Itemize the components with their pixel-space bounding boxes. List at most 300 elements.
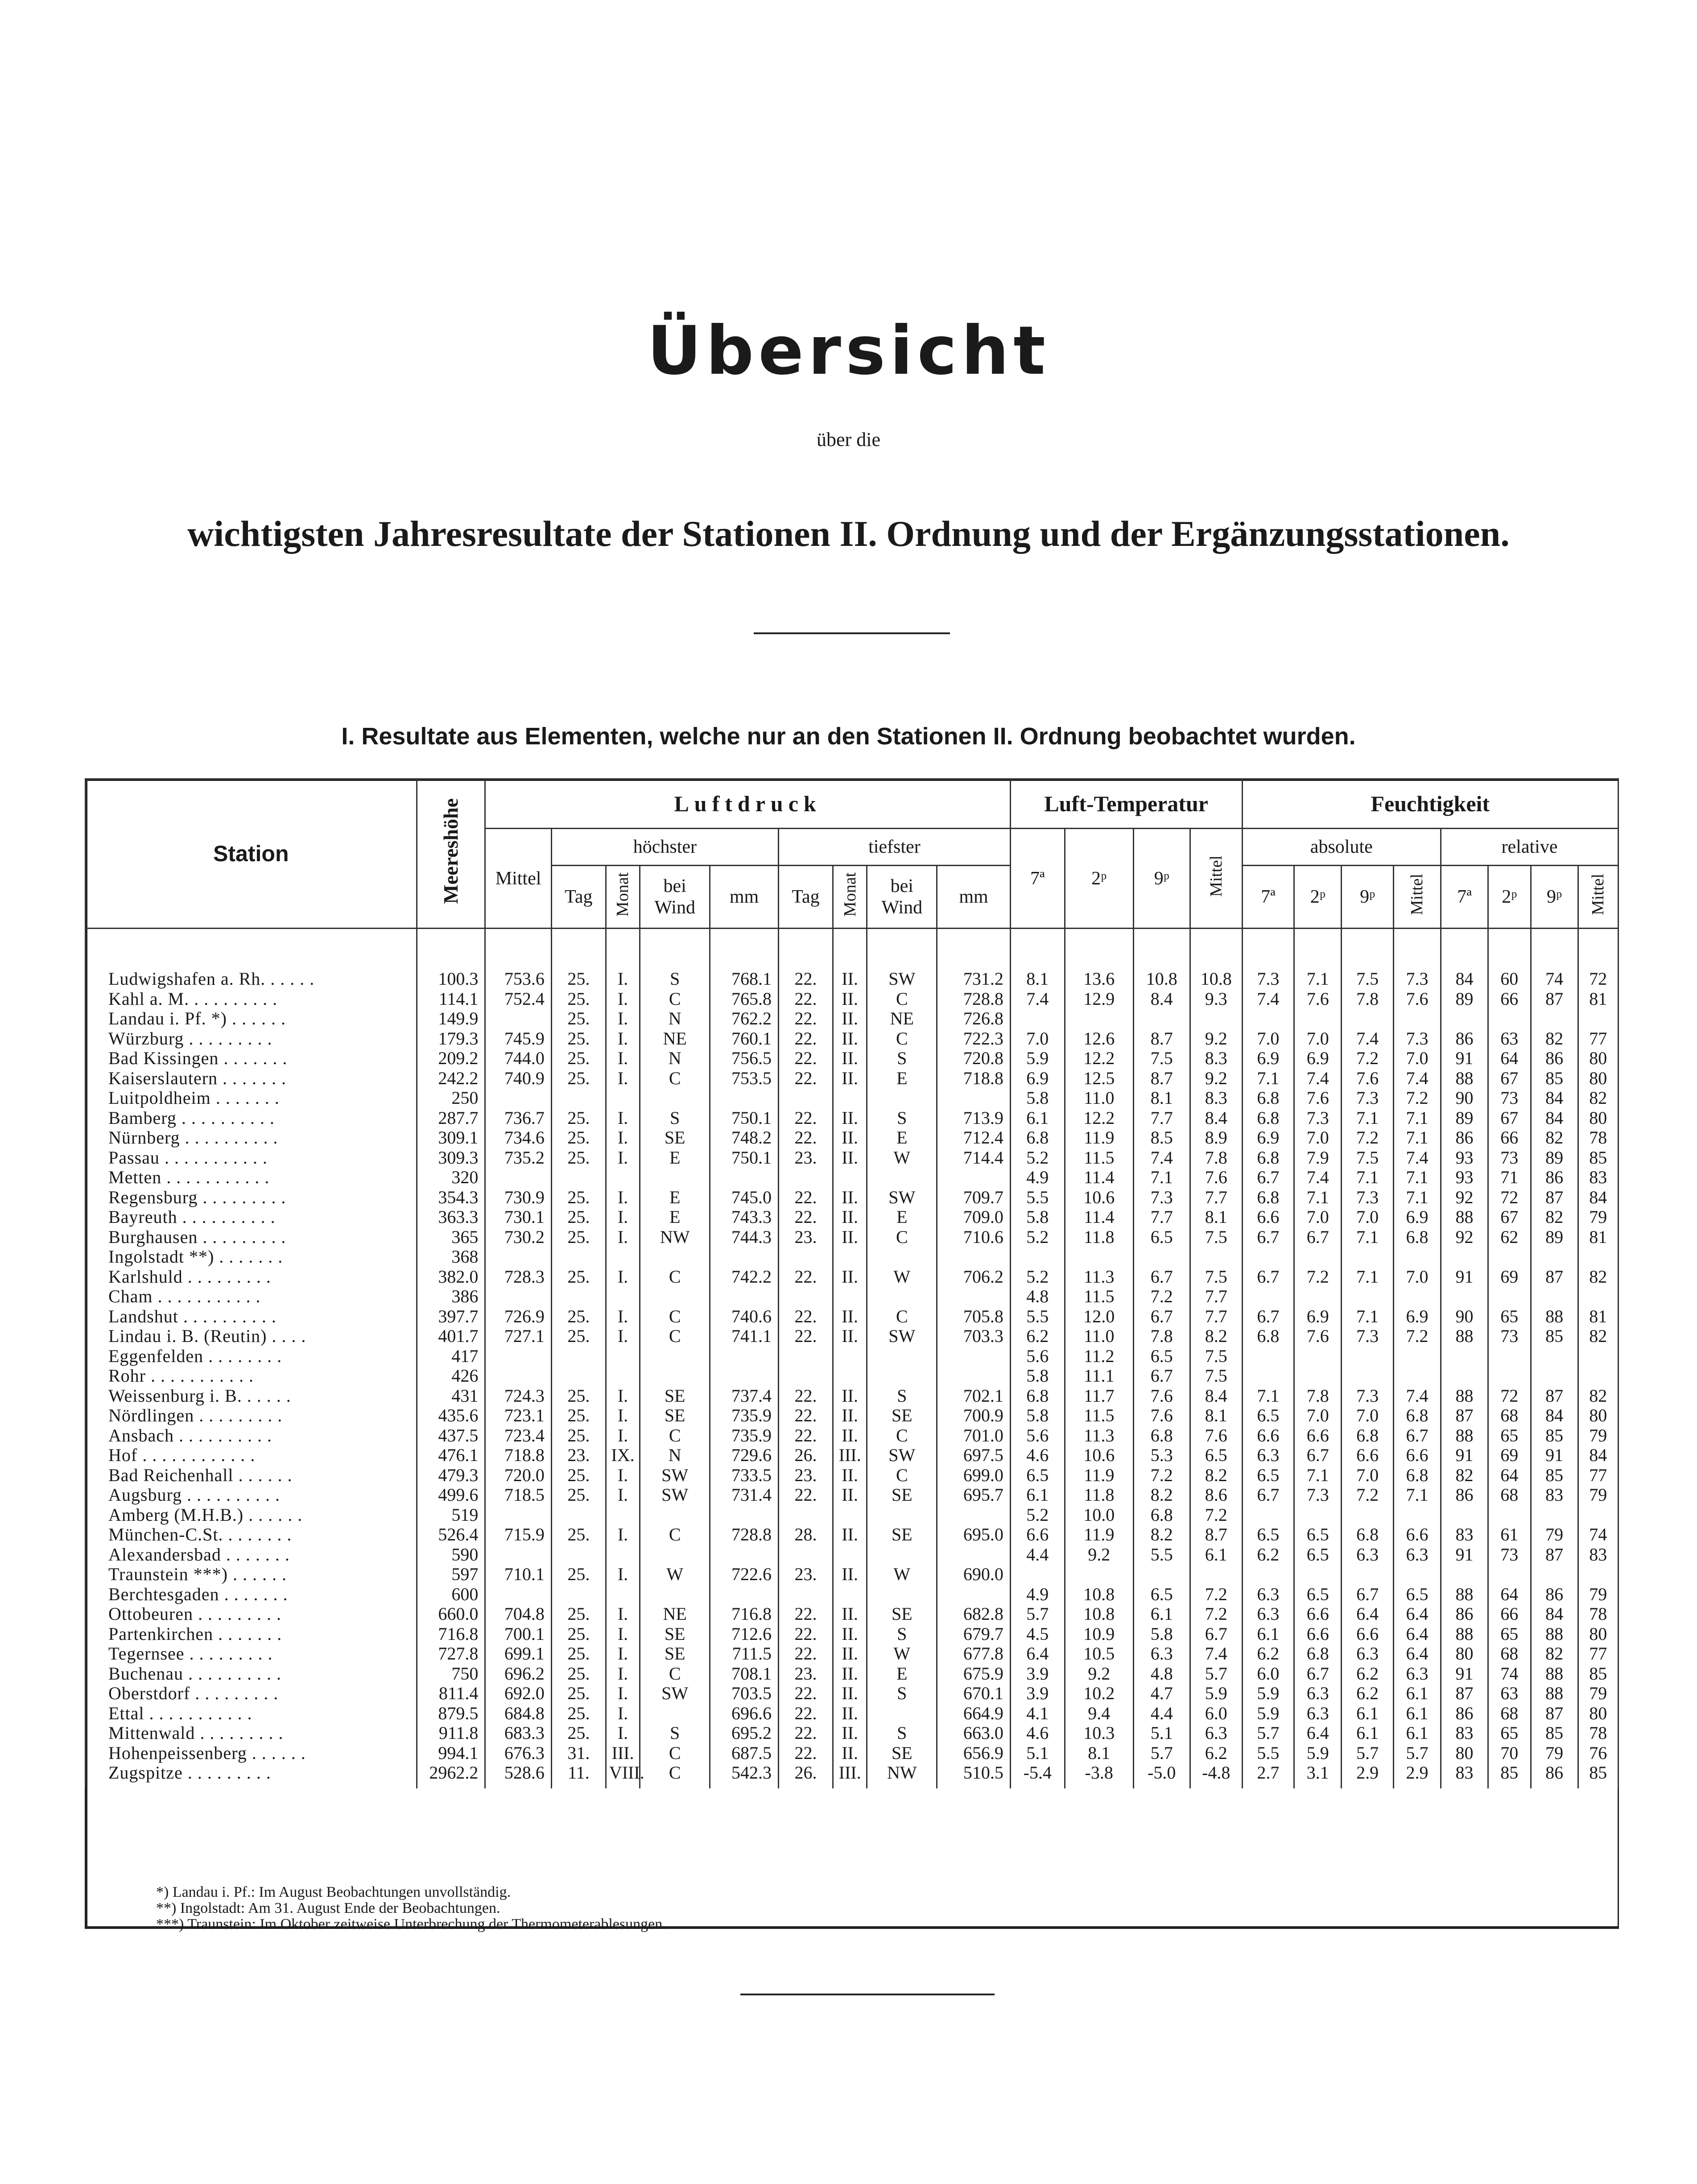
table-cell: 750.1 [710, 1108, 779, 1128]
table-cell: 11.3 [1065, 1267, 1133, 1287]
table-cell: 748.2 [710, 1128, 779, 1148]
table-cell [1393, 1565, 1441, 1585]
table-cell: 25. [551, 1207, 606, 1227]
table-cell: 79 [1531, 1743, 1578, 1763]
table-cell: 682.8 [937, 1604, 1011, 1624]
table-cell: 6.4 [1010, 1644, 1065, 1664]
table-cell: 10.5 [1065, 1644, 1133, 1664]
table-cell: 11.0 [1065, 1088, 1133, 1108]
table-cell: 7.1 [1342, 1307, 1394, 1327]
table-cell: I. [606, 1009, 640, 1029]
table-cell: 708.1 [710, 1664, 779, 1684]
table-cell: 13.6 [1065, 969, 1133, 989]
table-cell: 78 [1578, 1128, 1618, 1148]
table-cell: 730.2 [485, 1227, 552, 1247]
table-cell: I. [606, 1307, 640, 1327]
table-cell: 706.2 [937, 1267, 1011, 1287]
table-cell: 765.8 [710, 989, 779, 1009]
table-cell: 287.7 [417, 1108, 485, 1128]
table-cell: 6.5 [1242, 1406, 1294, 1426]
table-cell: N [640, 1049, 710, 1069]
table-cell: 744.3 [710, 1227, 779, 1247]
table-cell: 712.6 [710, 1624, 779, 1644]
table-cell: 89 [1441, 989, 1488, 1009]
divider-rule-bottom [740, 1994, 995, 1995]
table-cell: 728.8 [937, 989, 1011, 1009]
table-cell: 86 [1531, 1585, 1578, 1605]
header-max-tag: Tag [551, 866, 606, 929]
table-cell: 88 [1441, 1386, 1488, 1406]
table-cell: II. [833, 1664, 867, 1684]
table-cell: 26. [778, 1445, 833, 1466]
table-cell: 5.5 [1242, 1743, 1294, 1763]
table-cell: 22. [778, 1723, 833, 1743]
table-cell: 22. [778, 1029, 833, 1049]
table-cell [778, 1287, 833, 1307]
table-cell [1190, 1565, 1242, 1585]
table-cell: C [867, 1466, 937, 1486]
table-cell [710, 1287, 779, 1307]
table-cell: W [867, 1267, 937, 1287]
table-cell: 5.7 [1190, 1664, 1242, 1684]
station-name-cell: Rohr . . . . . . . . . . . [86, 1366, 417, 1386]
table-cell: 7.7 [1190, 1307, 1242, 1327]
table-cell: 91 [1441, 1545, 1488, 1565]
table-cell: 6.3 [1294, 1704, 1342, 1724]
table-cell: 7.0 [1294, 1207, 1342, 1227]
table-cell: 7.2 [1190, 1505, 1242, 1525]
table-cell: 2.9 [1393, 1763, 1441, 1788]
table-cell: 5.8 [1010, 1207, 1065, 1227]
table-cell: 431 [417, 1386, 485, 1406]
header-meereshoehe: Meereshöhe [417, 779, 485, 929]
station-name-cell: Bamberg . . . . . . . . . . [86, 1108, 417, 1128]
table-cell: 68 [1488, 1704, 1531, 1724]
table-cell [710, 1366, 779, 1386]
table-row [86, 1466, 1619, 1486]
table-cell: 528.6 [485, 1763, 552, 1788]
table-cell: 519 [417, 1505, 485, 1525]
table-cell: 74 [1531, 969, 1578, 989]
station-name-cell: Zugspitze . . . . . . . . . [86, 1763, 417, 1788]
table-cell [1488, 1346, 1531, 1367]
table-cell [640, 1168, 710, 1188]
table-cell: II. [833, 1743, 867, 1763]
table-row [86, 1386, 1619, 1406]
table-row [86, 1267, 1619, 1287]
table-cell [640, 1545, 710, 1565]
table-cell [937, 1088, 1011, 1108]
table-cell: I. [606, 1723, 640, 1743]
table-cell: 22. [778, 969, 833, 989]
station-name-cell: Berchtesgaden . . . . . . . [86, 1585, 417, 1605]
table-cell: 10.8 [1065, 1585, 1133, 1605]
table-cell: 88 [1441, 1069, 1488, 1089]
table-cell [867, 1168, 937, 1188]
station-name-cell: Mittenwald . . . . . . . . . [86, 1723, 417, 1743]
table-cell [551, 1088, 606, 1108]
table-cell [1441, 1287, 1488, 1307]
table-cell: 85 [1578, 1148, 1618, 1168]
station-name-cell: Ludwigshafen a. Rh. . . . . . [86, 969, 417, 989]
section-heading: I. Resultate aus Elementen, welche nur an den Stationen II. Ordnung beobachtet wurden. [341, 723, 1356, 750]
header-absolute: absolute [1242, 829, 1441, 866]
table-cell: 11.4 [1065, 1168, 1133, 1188]
table-cell: 7.8 [1133, 1326, 1190, 1346]
table-cell [1294, 1009, 1342, 1029]
table-cell: 8.2 [1190, 1466, 1242, 1486]
table-cell: 702.1 [937, 1386, 1011, 1406]
table-cell: 731.2 [937, 969, 1011, 989]
table-cell: 25. [551, 1307, 606, 1327]
table-cell: 6.0 [1242, 1664, 1294, 1684]
table-cell [1065, 1565, 1133, 1585]
table-cell: 88 [1531, 1664, 1578, 1684]
table-cell [1393, 1366, 1441, 1386]
table-cell: 6.8 [1294, 1644, 1342, 1664]
table-cell: 6.7 [1242, 1168, 1294, 1188]
table-cell: 7.1 [1294, 1466, 1342, 1486]
table-cell: 82 [1578, 1326, 1618, 1346]
table-row [86, 1207, 1619, 1227]
table-cell: 435.6 [417, 1406, 485, 1426]
table-cell: 25. [551, 1684, 606, 1704]
table-cell: II. [833, 1307, 867, 1327]
table-cell: 88 [1531, 1624, 1578, 1644]
table-cell: 7.6 [1294, 1326, 1342, 1346]
table-cell: 11.3 [1065, 1426, 1133, 1446]
table-cell: 499.6 [417, 1485, 485, 1505]
header-luft-temperatur: Luft-Temperatur [1010, 779, 1242, 829]
table-cell: C [867, 1307, 937, 1327]
table-cell: 731.4 [710, 1485, 779, 1505]
table-cell: C [640, 1426, 710, 1446]
table-cell: 710.6 [937, 1227, 1011, 1247]
table-cell: 699.0 [937, 1466, 1011, 1486]
table-cell: SE [640, 1386, 710, 1406]
table-cell: 25. [551, 969, 606, 989]
table-cell: 6.7 [1342, 1585, 1394, 1605]
table-cell: 6.1 [1242, 1624, 1294, 1644]
table-cell: 149.9 [417, 1009, 485, 1029]
table-cell: 209.2 [417, 1049, 485, 1069]
table-cell: 25. [551, 1188, 606, 1208]
table-cell: 11.5 [1065, 1406, 1133, 1426]
station-name-cell: Passau . . . . . . . . . . . [86, 1148, 417, 1168]
table-cell: 695.7 [937, 1485, 1011, 1505]
table-cell: 11.2 [1065, 1346, 1133, 1367]
station-name-cell: Nürnberg . . . . . . . . . . [86, 1128, 417, 1148]
table-cell: 6.0 [1190, 1704, 1242, 1724]
table-cell: 6.8 [1393, 1227, 1441, 1247]
table-cell: 9.2 [1190, 1029, 1242, 1049]
table-cell: 720.0 [485, 1466, 552, 1486]
table-cell: II. [833, 1604, 867, 1624]
table-cell: 696.2 [485, 1664, 552, 1684]
table-cell: 90 [1441, 1088, 1488, 1108]
table-cell: 8.1 [1010, 969, 1065, 989]
footnote-ingolstadt: **) Ingolstadt: Am 31. August Ende der Beobachtungen. [156, 1900, 500, 1916]
table-cell [640, 1247, 710, 1267]
table-cell: E [640, 1188, 710, 1208]
table-cell: 7.4 [1010, 989, 1065, 1009]
table-cell [485, 1088, 552, 1108]
table-cell: 715.9 [485, 1525, 552, 1545]
table-cell [710, 1346, 779, 1367]
table-cell: 7.6 [1342, 1069, 1394, 1089]
table-cell [867, 1247, 937, 1267]
table-cell: 6.5 [1294, 1545, 1342, 1565]
table-cell: 4.7 [1133, 1684, 1190, 1704]
table-cell: 5.2 [1010, 1148, 1065, 1168]
table-cell: 89 [1531, 1148, 1578, 1168]
table-cell: 6.8 [1242, 1188, 1294, 1208]
table-cell: E [867, 1128, 937, 1148]
table-cell: III. [606, 1743, 640, 1763]
table-cell: II. [833, 1108, 867, 1128]
table-row [86, 1445, 1619, 1466]
table-cell [1531, 1247, 1578, 1267]
table-cell: 28. [778, 1525, 833, 1545]
table-cell: SE [640, 1644, 710, 1664]
table-cell: I. [606, 1326, 640, 1346]
table-cell: 6.3 [1342, 1644, 1394, 1664]
table-cell [606, 1366, 640, 1386]
table-cell: 25. [551, 1485, 606, 1505]
table-cell: 911.8 [417, 1723, 485, 1743]
table-cell: 9.2 [1065, 1545, 1133, 1565]
table-cell: 74 [1578, 1525, 1618, 1545]
table-row [86, 1307, 1619, 1327]
table-cell: 6.8 [1242, 1088, 1294, 1108]
table-cell: II. [833, 1326, 867, 1346]
table-cell: I. [606, 1128, 640, 1148]
table-cell: 710.1 [485, 1565, 552, 1585]
table-cell: 11.8 [1065, 1227, 1133, 1247]
table-cell [640, 1346, 710, 1367]
table-cell [1578, 1346, 1618, 1367]
table-cell: 5.7 [1393, 1743, 1441, 1763]
table-cell [937, 1346, 1011, 1367]
table-cell [778, 1366, 833, 1386]
station-name-cell: Amberg (M.H.B.) . . . . . . [86, 1505, 417, 1525]
table-cell: 712.4 [937, 1128, 1011, 1148]
table-cell: 6.3 [1393, 1664, 1441, 1684]
table-cell: 703.3 [937, 1326, 1011, 1346]
table-cell [485, 1168, 552, 1188]
table-cell: 7.1 [1342, 1267, 1394, 1287]
table-cell: N [640, 1445, 710, 1466]
table-cell: 100.3 [417, 969, 485, 989]
header-abs-9p: 9ᵖ [1342, 866, 1394, 929]
table-cell: 2.7 [1242, 1763, 1294, 1788]
table-row [86, 1227, 1619, 1247]
table-cell: 692.0 [485, 1684, 552, 1704]
table-cell: 77 [1578, 1029, 1618, 1049]
table-cell: II. [833, 1624, 867, 1644]
table-cell: 729.6 [710, 1445, 779, 1466]
table-cell: SW [867, 1188, 937, 1208]
table-cell: 83 [1441, 1763, 1488, 1788]
table-cell: 5.5 [1010, 1188, 1065, 1208]
table-cell [1294, 1287, 1342, 1307]
table-cell: 7.2 [1190, 1585, 1242, 1605]
table-cell: 91 [1441, 1445, 1488, 1466]
table-cell: C [640, 1307, 710, 1327]
table-cell: 67 [1488, 1069, 1531, 1089]
table-cell: 994.1 [417, 1743, 485, 1763]
header-temp-9p: 9ᵖ [1133, 829, 1190, 929]
table-cell: 7.3 [1393, 969, 1441, 989]
table-cell: III. [833, 1445, 867, 1466]
table-cell: 8.2 [1133, 1525, 1190, 1545]
table-cell: 6.7 [1242, 1485, 1294, 1505]
table-cell: 7.1 [1342, 1227, 1394, 1247]
table-cell: 6.8 [1133, 1505, 1190, 1525]
table-cell [710, 1247, 779, 1267]
table-cell [833, 1287, 867, 1307]
table-cell: 7.5 [1190, 1346, 1242, 1367]
table-cell: 4.4 [1010, 1545, 1065, 1565]
table-cell [485, 1545, 552, 1565]
table-cell [640, 1287, 710, 1307]
table-cell: 8.1 [1190, 1406, 1242, 1426]
table-cell: 79 [1578, 1207, 1618, 1227]
table-cell [485, 1009, 552, 1029]
station-name-cell: Luitpoldheim . . . . . . . [86, 1088, 417, 1108]
table-cell: 6.1 [1342, 1704, 1394, 1724]
table-cell [1065, 1247, 1133, 1267]
table-cell: 684.8 [485, 1704, 552, 1724]
table-cell [937, 1545, 1011, 1565]
table-cell: 87 [1441, 1684, 1488, 1704]
table-cell: E [867, 1664, 937, 1684]
table-cell: I. [606, 1069, 640, 1089]
table-cell: W [867, 1644, 937, 1664]
station-name-cell: Bayreuth . . . . . . . . . . [86, 1207, 417, 1227]
table-row [86, 1565, 1619, 1585]
table-cell: II. [833, 1188, 867, 1208]
table-cell: 7.2 [1190, 1604, 1242, 1624]
table-cell: 811.4 [417, 1684, 485, 1704]
table-cell: 6.4 [1393, 1604, 1441, 1624]
table-cell: 7.7 [1190, 1188, 1242, 1208]
table-cell: 80 [1578, 1624, 1618, 1644]
table-cell: 397.7 [417, 1307, 485, 1327]
table-cell: 696.6 [710, 1704, 779, 1724]
header-abs-mittel: Mittel [1393, 866, 1441, 929]
table-cell: 6.8 [1010, 1386, 1065, 1406]
table-row [86, 1545, 1619, 1565]
table-cell: II. [833, 1386, 867, 1406]
table-cell: 768.1 [710, 969, 779, 989]
table-row [86, 1049, 1619, 1069]
table-cell: 711.5 [710, 1644, 779, 1664]
station-name-cell: Hohenpeissenberg . . . . . . [86, 1743, 417, 1763]
table-cell: II. [833, 1406, 867, 1426]
table-cell: 6.1 [1342, 1723, 1394, 1743]
table-cell: 7.6 [1190, 1426, 1242, 1446]
table-cell [1065, 1009, 1133, 1029]
table-cell: 320 [417, 1168, 485, 1188]
table-cell [606, 1346, 640, 1367]
table-cell: 6.3 [1342, 1545, 1394, 1565]
table-cell: 386 [417, 1287, 485, 1307]
table-cell: 23. [778, 1565, 833, 1585]
table-cell: 22. [778, 989, 833, 1009]
table-cell [1294, 1346, 1342, 1367]
table-cell: 479.3 [417, 1466, 485, 1486]
table-cell: 82 [1578, 1088, 1618, 1108]
table-cell: 365 [417, 1227, 485, 1247]
table-cell: 22. [778, 1743, 833, 1763]
table-cell: 6.5 [1133, 1346, 1190, 1367]
table-cell: 4.6 [1010, 1723, 1065, 1743]
table-cell: 65 [1488, 1723, 1531, 1743]
table-cell: 8.5 [1133, 1128, 1190, 1148]
table-cell: 5.7 [1342, 1743, 1394, 1763]
table-cell [778, 1088, 833, 1108]
table-cell: 7.1 [1242, 1069, 1294, 1089]
table-cell [937, 1585, 1011, 1605]
table-cell: 309.3 [417, 1148, 485, 1168]
table-cell: 368 [417, 1247, 485, 1267]
table-cell: 67 [1488, 1207, 1531, 1227]
table-cell: I. [606, 1604, 640, 1624]
table-cell: 81 [1578, 989, 1618, 1009]
header-rel-7a: 7ª [1441, 866, 1488, 929]
table-cell: 72 [1488, 1188, 1531, 1208]
table-cell: 9.2 [1065, 1664, 1133, 1684]
station-name-cell: Bad Reichenhall . . . . . . [86, 1466, 417, 1486]
table-cell: 6.1 [1190, 1545, 1242, 1565]
table-cell [937, 1287, 1011, 1307]
station-name-cell: Kahl a. M. . . . . . . . . . [86, 989, 417, 1009]
table-cell: 7.5 [1342, 1148, 1394, 1168]
table-cell [1342, 1346, 1394, 1367]
table-cell: 4.1 [1010, 1704, 1065, 1724]
table-cell [937, 1168, 1011, 1188]
table-cell: 7.3 [1342, 1088, 1394, 1108]
table-cell [640, 1088, 710, 1108]
station-name-cell: Landshut . . . . . . . . . . [86, 1307, 417, 1327]
table-cell [1578, 1505, 1618, 1525]
table-cell: 12.2 [1065, 1108, 1133, 1128]
table-cell: 5.2 [1010, 1505, 1065, 1525]
table-cell: 687.5 [710, 1743, 779, 1763]
table-cell: I. [606, 969, 640, 989]
table-cell: 82 [1578, 1386, 1618, 1406]
divider-rule [754, 632, 950, 634]
table-cell: 80 [1441, 1644, 1488, 1664]
table-cell: 10.9 [1065, 1624, 1133, 1644]
table-cell: II. [833, 1565, 867, 1585]
table-cell [867, 1505, 937, 1525]
table-cell: 3.9 [1010, 1684, 1065, 1704]
table-cell: 6.7 [1242, 1267, 1294, 1287]
table-cell: SW [640, 1466, 710, 1486]
table-cell: 6.6 [1010, 1525, 1065, 1545]
table-cell [867, 1545, 937, 1565]
table-cell: 25. [551, 1227, 606, 1247]
table-cell: 7.4 [1393, 1069, 1441, 1089]
table-cell [1342, 1009, 1394, 1029]
table-cell: 87 [1531, 1386, 1578, 1406]
station-name-cell: Buchenau . . . . . . . . . . [86, 1664, 417, 1684]
table-cell: 6.6 [1342, 1624, 1394, 1644]
table-cell: 7.6 [1133, 1406, 1190, 1426]
table-cell: C [867, 1029, 937, 1049]
